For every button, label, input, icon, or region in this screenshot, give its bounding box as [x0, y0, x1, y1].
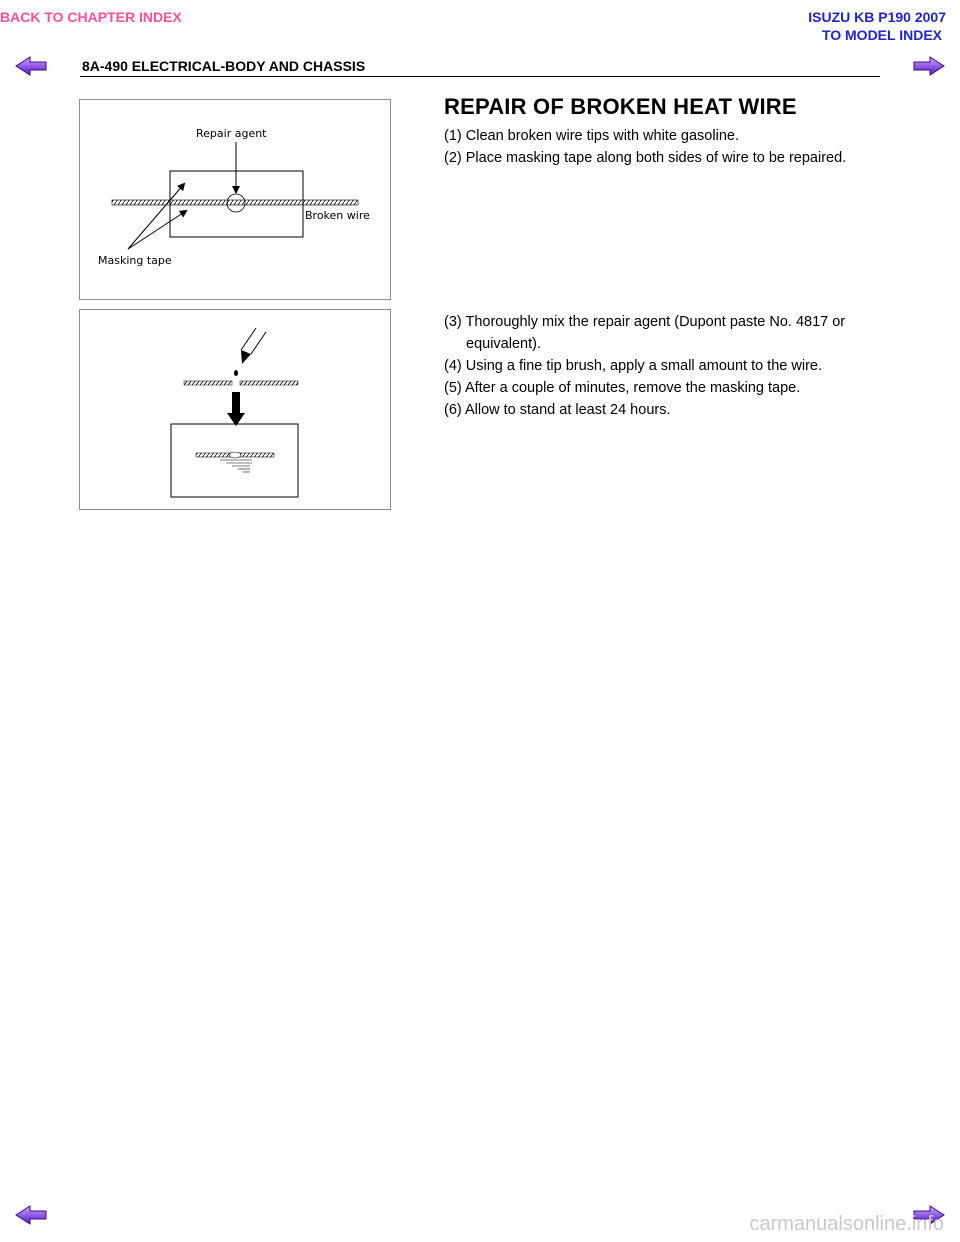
header-divider	[80, 76, 880, 77]
brush-icon	[234, 328, 266, 376]
step-6: (6) Allow to stand at least 24 hours.	[444, 402, 671, 418]
next-page-arrow-icon[interactable]	[912, 55, 946, 77]
masking-tape-label: Masking tape	[98, 254, 172, 267]
page-header: 8A-490 ELECTRICAL-BODY AND CHASSIS	[82, 58, 366, 74]
step-3: (3) Thoroughly mix the repair agent (Dupont paste No. 4817 or	[444, 314, 846, 330]
repair-agent-label: Repair agent	[196, 127, 267, 140]
step-4: (4) Using a fine tip brush, apply a small amount to the wire.	[444, 358, 822, 374]
down-arrow-icon	[227, 392, 245, 426]
step-5: (5) After a couple of minutes, remove the masking tape.	[444, 380, 801, 396]
section-title: REPAIR OF BROKEN HEAT WIRE	[444, 94, 797, 119]
model-title-link[interactable]: ISUZU KB P190 2007	[808, 9, 946, 25]
previous-page-arrow-icon[interactable]	[14, 1204, 48, 1226]
model-index-link[interactable]: TO MODEL INDEX	[821, 27, 942, 43]
step-3-continued: equivalent).	[466, 336, 541, 352]
step-2: (2) Place masking tape along both sides of wire to be repaired.	[444, 150, 847, 166]
back-to-chapter-index-link[interactable]: BACK TO CHAPTER INDEX	[0, 9, 182, 25]
apply-repair-agent-diagram	[79, 309, 391, 510]
watermark: carmanualsonline.info	[749, 1213, 944, 1235]
broken-wire-label: Broken wire	[305, 209, 370, 222]
broken-wire-diagram	[79, 99, 391, 300]
step-1: (1) Clean broken wire tips with white gasoline.	[444, 128, 739, 144]
previous-page-arrow-icon[interactable]	[14, 55, 48, 77]
